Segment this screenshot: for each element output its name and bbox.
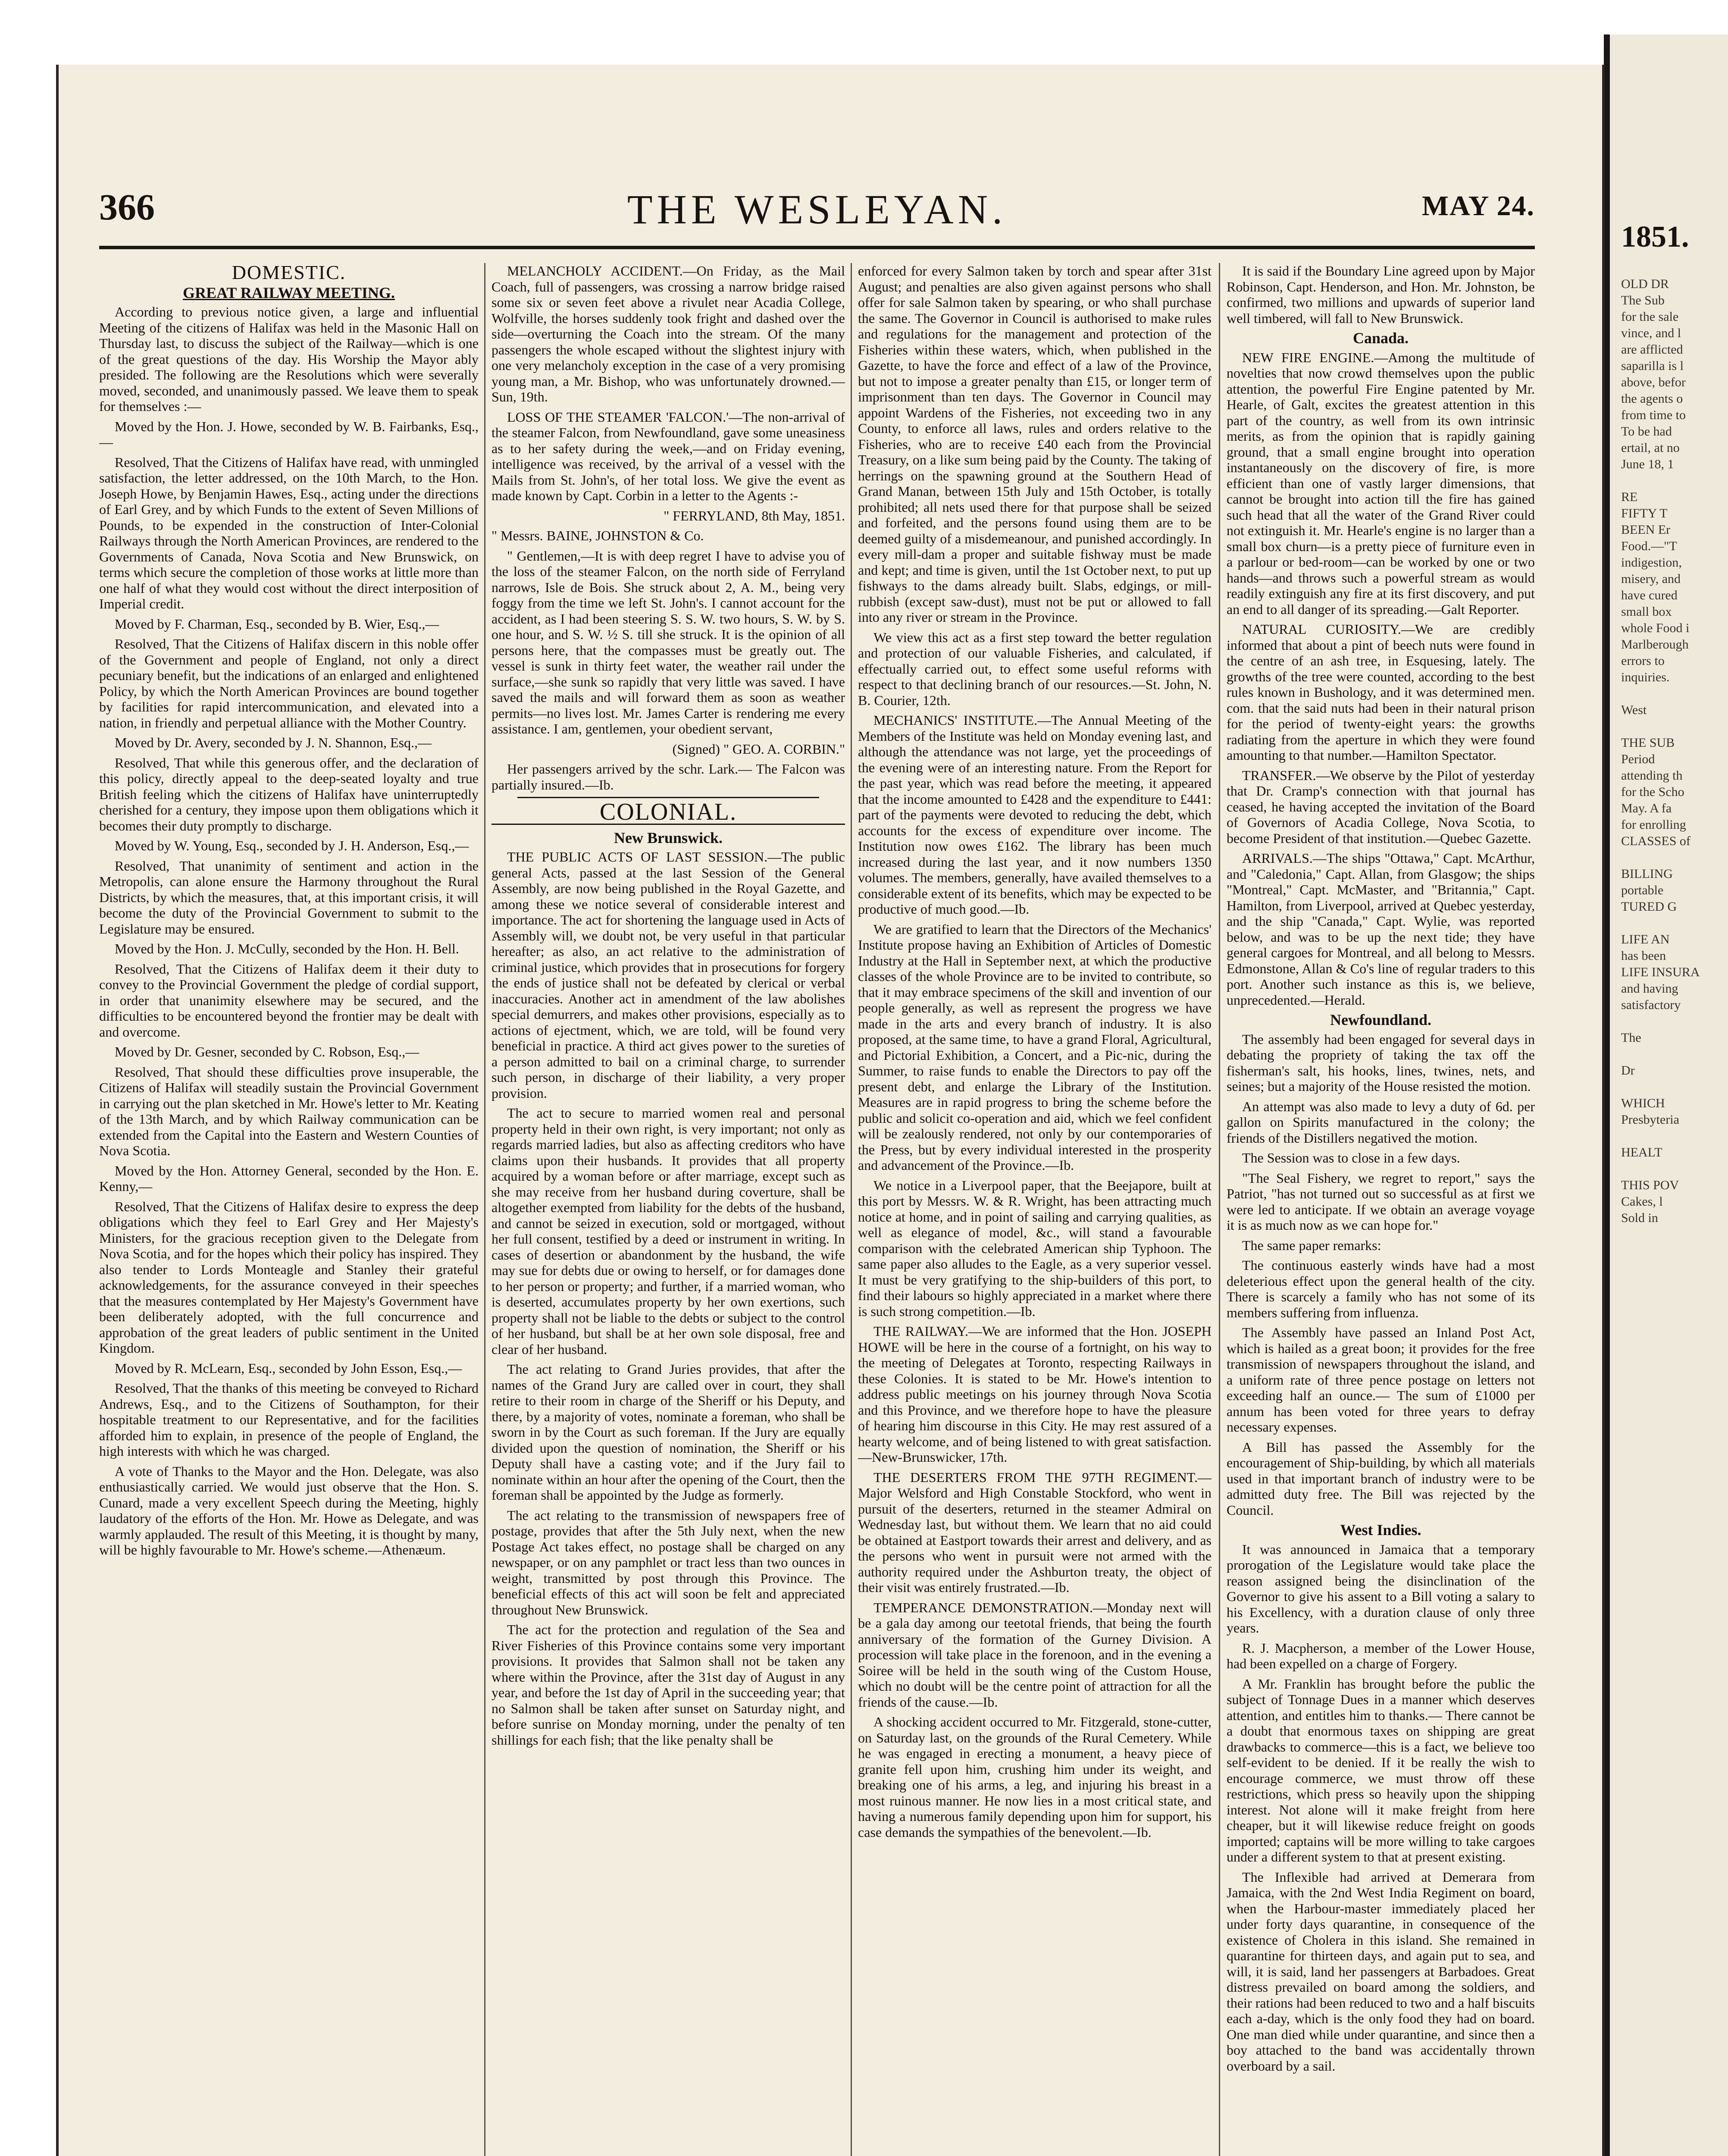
article-paragraph: The act relating to the transmission of newspapers free of postage, provides that after the 5th July next, when the new Postage Act takes effect, no postage shall be charged on any newspaper, or on any pamphlet or tract less than two ounces in weight, transmitted by post through this Province. The beneficial effects of this act will soon be felt and appreciated throughout New Brunswick. [491,1507,845,1617]
issue-date: MAY 24. [1421,190,1535,222]
article-paragraph: R. J. Macpherson, a member of the Lower House, had been expelled on a charge of Forgery. [1227,1640,1535,1671]
article-paragraph: Moved by the Hon. J. McCully, seconded by the Hon. H. Bell. [115,941,459,956]
article-paragraph: An attempt was also made to levy a duty of 6d. per gallon on Spirits manufactured in the colony; the friends of the Distillers negatived the motion. [1227,1098,1535,1146]
article-paragraph: Moved by W. Young, Esq., seconded by J. H. Anderson, Esq.,— [115,838,469,853]
letter-signature: (Signed) " GEO. A. CORBIN." [672,741,845,757]
article-paragraph: Moved by F. Charman, Esq., seconded by B. Wier, Esq.,— [115,616,439,632]
article-paragraph: MECHANICS' INSTITUTE.—The Annual Meeting of the Members of the Institute was held on Monday evening last, and although the attendance was not large, yet the proceedings of the evening were of an interesting nature. From the Report for the past year, which was read before the meeting, it appeared that the income amounted to £428 and the expenditure to £441: part of the payments were devoted to reducing the debt, which accounts for the excess of expenditure over income. The Institution now owes £162. The library has been much increased during the last year, and it now numbers 1350 volumes. The members, generally, have availed themselves to a considerable extent of its benefits, which may be expected to be productive of much good.—Ib. [858,712,1211,917]
masthead: THE WESLEYAN. [627,186,1007,232]
header-rule [99,246,1535,249]
article-paragraph: THE RAILWAY.—We are informed that the Hon. JOSEPH HOWE will be here in the course of a fortnight, on his way to the meeting of Delegates at Toronto, respecting Railways in these Colonies. It is stated to be Mr. Howe's intention to address public meetings on his journey through Nova Scotia and this Province, and we therefore hope to have the pleasure of hearing him discourse in this City. He may rest assured of a hearty welcome, and of being listened to with great satisfaction.—New-Brunswicker, 17th. [858,1323,1211,1465]
subheading-west-indies: West Indies. [1340,1521,1421,1539]
article-paragraph: The act for the protection and regulation of the Sea and River Fisheries of this Province contains some very important provisions. It provides that Salmon shall not be taken any where within the Province, after the 31st day of August in any year, and before the 1st day of April in the succeeding year; that no Salmon shall be taken after sunset on Saturday night, and before sunrise on Monday morning, under the penalty of ten shillings for each fish; that the like penalty shall be [491,1622,845,1748]
article-paragraph: We view this act as a first step toward the better regulation and protection of our valuable Fisheries, and calculated, if effectually carried out, to effect some useful reforms with respect to that declining branch of our resources.—St. John, N. B. Courier, 12th. [858,629,1211,708]
article-paragraph: NEW FIRE ENGINE.—Among the multitude of novelties that now crowd themselves upon the public attention, the powerful Fire Engine patented by Mr. Hearle, of Galt, excites the greatest attention in this part of the country, as well from its own intrinsic merits, as from the opinion that is rapidly gaining ground, that a small engine brought into operation instantaneously on the discovery of fire, is more efficient than one of vastly larger dimensions, that cannot be brought into action till the fire has gained such head that all the water of the Grand River could not extinguish it. Mr. Hearle's engine is no larger than a small box churn—is a pretty piece of furniture even in a parlour or bed-room—can be worked by one or two hands—and throws such a powerful stream as would readily extinguish any fire at its first discovery, and put an end to all danger of its spreading.—Galt Reporter. [1227,349,1535,617]
article-paragraph: Moved by the Hon. J. Howe, seconded by W. B. Fairbanks, Esq.,— [99,418,479,450]
article-paragraph: MELANCHOLY ACCIDENT.—On Friday, as the Mail Coach, full of passengers, was crossing a narrow bridge raised some six or seven feet above a rivulet near Acadia College, Wolfville, the horses suddenly took fright and dashed over the side—overturning the Coach into the stream. Of the many passengers the whole escaped without the slightest injury with one very melancholy exception in the case of a very promising young man, a Mr. Bishop, who was unfortunately drowned.—Sun, 19th. [491,263,845,404]
article-paragraph: A vote of Thanks to the Mayor and the Hon. Delegate, was also enthusiastically carried. We would just observe that the Hon. S. Cunard, made a very excellent Speech during the Meeting, highly laudatory of the efforts of the Hon. Mr. Howe as Delegate, and was warmly applauded. The result of this Meeting, it is thought by many, will be highly favourable to Mr. Howe's scheme.—Athenæum. [99,1463,479,1557]
article-paragraph: We are gratified to learn that the Directors of the Mechanics' Institute propose having an Exhibition of Articles of Domestic Industry at the Hall in September next, at which the productive classes of the whole Province are to be invited to contribute, so that it may embrace specimens of the skill and invention of our people generally, as well as represent the progress we have made in the arts and every branch of industry. It is also proposed, at the same time, to have a grand Floral, Agricultural, and Pictorial Exhibition, a Concert, and a Pic-nic, during the Summer, to raise funds to enable the Directors to pay off the present debt, and enlarge the Library of the Institution. Measures are in rapid progress to bring the scheme before the public and solicit co-operation and aid, which we feel confident will be zealously rendered, not only by our contemporaries of the Press, but by every individual interested in the prosperity and advancement of the Province.—Ib. [858,921,1211,1173]
article-paragraph: It was announced in Jamaica that a temporary prorogation of the Legislature would take place the reason assigned being the disinclination of the Governor to give his assent to a Bill voting a salary to his Excellency, with a duration clause of only three years. [1227,1541,1535,1636]
article-paragraph: Her passengers arrived by the schr. Lark.— The Falcon was partially insured.—Ib. [491,761,845,793]
facing-page-fragments: OLD DR The Sub for the sale vince, and l are afflicted saparilla is l above, befor the agents o from time to To be had ertail, at no June 18, 1 RE FIFTY T BEEN Er Food.—"T indigestion, misery, and have cured small box whole Food i Marlberough errors to inquiries. West THE SUB Period attending th for the Scho May. A fa for enrolling CLASSES of BILLING portable TURED G LIFE AN has been LIFE INSURA and having satisfactory The Dr WHICH Presbyteria HEALT THIS POV Cakes, l Sold in [1621,277,1700,1225]
column-provinces [1227,263,1535,2156]
letter-dateline: " FERRYLAND, 8th May, 1851. [664,508,845,523]
article-paragraph: Resolved, That unanimity of sentiment and action in the Metropolis, can alone ensure the Harmony throughout the Rural Districts, by which the measures, that, at this important crisis, it will become the duty of the Provincial Government to submit to the Legislature may be ensured. [99,858,479,937]
article-paragraph: NATURAL CURIOSITY.—We are credibly informed that about a pint of beech nuts were found in the centre of an ash tree, in Esquesing, lately. The growths of the tree were counted, according to the best rules known in Bushology, and it was determined men. com. that the said nuts had been in their natural prison for the period of twenty-eight years: the growths radiating from the aperture in which they were found amounting to that number.—Hamilton Spectator. [1227,621,1535,763]
section-title-colonial: COLONIAL. [491,804,845,825]
column-colonial-continued [858,263,1211,2156]
column-divider [484,263,485,2156]
column-domestic [99,263,479,2156]
article-paragraph: Moved by R. McLearn, Esq., seconded by John Esson, Esq.,— [115,1360,462,1376]
article-paragraph: enforced for every Salmon taken by torch and spear after 31st August; and penalties are also given against persons who shall offer for sale Salmon taken by spearing, or who shall purchase the same. The Governor in Council is authorised to make rules and regulations for the management and protection of the Fisheries within these waters, which, when published in the Gazette, to have the force and effect of a law of the Province, but not to impose a greater penalty than £15, or longer term of imprisonment than ten days. The Governor in Council may appoint Wardens of the Fisheries, not exceeding two in any County, to enforce all laws, rules and orders relative to the Fisheries, who are to receive £40 each from the Provincial Treasury, on a like sum being paid by the County. The taking of herrings on the spawning ground at the Southern Head of Grand Manan, between 15th July and 15th October, is totally prohibited; all nets used there for that purpose shall be seized and forfeited, and the persons found using them are to be deemed guilty of a misdemeanour, and punished accordingly. In every mill-dam a proper and suitable fishway must be made and kept; and time is given, until the 1st October next, to put up fishways to the dams already built. Slabs, edgings, or mill-rubbish (except saw-dust), must not be put or allowed to fall into any river or stream in the Province. [858,263,1211,625]
article-paragraph: THE DESERTERS FROM THE 97TH REGIMENT.—Major Welsford and High Constable Stockford, who went in pursuit of the deserters, returned in the steamer Admiral on Wednesday last, but without them. We learn that no aid could be obtained at Eastport towards their arrest and delivery, and as the persons who went in pursuit were not armed with the authority required under the Ashburton treaty, the object of their visit was entirely frustrated.—Ib. [858,1469,1211,1595]
article-paragraph: Moved by Dr. Avery, seconded by J. N. Shannon, Esq.,— [115,735,432,750]
column-divider [851,263,852,2156]
article-paragraph: Resolved, That the Citizens of Halifax discern in this noble offer of the Government and people of England, not only a direct pecuniary benefit, but the indications of an enlarged and enlightened Policy, by which the North American Provinces are bound together by facilities for rapid intercommunication, and elevated into a nation, in friendly and perpetual alliance with the Mother Country. [99,636,479,730]
letter-body: " Gentlemen,—It is with deep regret I have to advise you of the loss of the steamer Falcon, on the north side of Ferryland narrows, Isle de Bois. She struck about 2, A. M., being very foggy from the time we left St. John's. I cannot account for the accident, as I had been steering S. S. W. two hours, S. W. by S. one hour, and S. W. ½ S. till she struck. It is the opinion of all persons here, that the compasses must be greatly out. The vessel is sunk in thirty feet water, the weather rail under the surface,—she sunk so rapidly that very little was saved. I have saved the mails and will forward them as soon as weather permits—no lives lost. Mr. James Carter is rendering me every assistance. I am, gentlemen, your obedient servant, [491,548,845,736]
article-paragraph: THE PUBLIC ACTS OF LAST SESSION.—The public general Acts, passed at the last Session of the General Assembly, are now being published in the Royal Gazette, and among these we notice several of considerable interest and importance. The act for shortening the language used in Acts of Assembly will, we doubt not, be very useful in that particular hereafter; as also, an act relative to the administration of criminal justice, which provides that in prosecutions for forgery the ends of justice shall not be defeated by clerical or verbal inaccuracies. Another act in amendment of the law abolishes special demurrers, and makes other provisions, especially as to actions of ejectment, which, we are told, will be found very beneficial in practice. A third act gives power to the sureties of a person admitted to bail on a criminal charge, to surrender such person, in discharge of their liability, a very proper provision. [491,849,845,1101]
article-paragraph: TEMPERANCE DEMONSTRATION.—Monday next will be a gala day among our teetotal friends, that being the fourth anniversary of the formation of the Gurney Division. A procession will take place in the forenoon, and in the evening a Soiree will be held in the south wing of the Custom House, which no doubt will be the centre point of attraction for all the friends of the cause.—Ib. [858,1599,1211,1710]
article-paragraph: The same paper remarks: [1242,1237,1381,1253]
subheading-newfoundland: Newfoundland. [1330,1011,1432,1028]
article-paragraph: The Inflexible had arrived at Demerara from Jamaica, with the 2nd West India Regiment on board, when the Harbour-master immediately placed her under forty days quarantine, in consequence of the existence of Cholera in this island. She remained in quarantine for thirteen days, and again put to sea, and will, it is said, land her passengers at Barbadoes. Great distress prevailed on board among the soldiers, and their rations had been reduced to two and a half biscuits each a-day, which is the only food they had on board. One man died while under quarantine, and since then a boy attached to the band was accidentally thrown overboard by a sail. [1227,1869,1535,2074]
subheading-new-brunswick: New Brunswick. [614,829,723,846]
article-paragraph: Resolved, That the Citizens of Halifax have read, with unmingled satisfaction, the letter addressed, on the 10th March, to the Hon. Joseph Howe, by Benjamin Hawes, Esq., acting under the directions of Earl Grey, and by which Funds to the extent of Seven Millions of Pounds, to be expended in the construction of Inter-Colonial Railways through the North American Provinces, are rendered to the Governments of Canada, Nova Scotia and New Brunswick, on terms which secure the completion of those works at little more than one half of what they would cost without the direct interposition of Imperial credit. [99,454,479,611]
article-paragraph: Resolved, That while this generous offer, and the declaration of this policy, directly appeal to the deep-seated loyalty and true British feeling which the citizens of Halifax have uninterruptedly cherished for a century, they impose upon them obligations which it becomes their duty promptly to discharge. [99,755,479,834]
article-paragraph: The assembly had been engaged for several days in debating the propriety of taking the tax off the fisherman's salt, his hooks, lines, twines, nets, and seines; but a majority of the House resisted the motion. [1227,1031,1535,1094]
column-news [491,263,845,2156]
article-paragraph: It is said if the Boundary Line agreed upon by Major Robinson, Capt. Henderson, and Hon. Mr. Johnston, be confirmed, two millions and upwards of superior land well timbered, will fall to New Brunswick. [1227,263,1535,326]
facing-page [1604,34,1728,2156]
page-spine [1604,34,1610,2156]
article-paragraph: Moved by Dr. Gesner, seconded by C. Robson, Esq.,— [115,1044,419,1059]
article-paragraph: LOSS OF THE STEAMER 'FALCON.'—The non-arrival of the steamer Falcon, from Newfoundland, gave some uneasiness as to her safety during the week,—and on Friday evening, intelligence was received, by the arrival of a vessel with the Mails from St. John's, of her total loss. We give the event as made known by Capt. Corbin in a letter to the Agents :- [491,409,845,503]
article-paragraph: Resolved, That the Citizens of Halifax deem it their duty to convey to the Provincial Government the pledge of cordial support, in order that unanimity elsewhere may be secured, and the difficulties to be encountered beyond the frontier may be dealt with and overcome. [99,961,479,1040]
article-paragraph: ARRIVALS.—The ships "Ottawa," Capt. McArthur, and "Caledonia," Capt. Allan, from Glasgow; the ships "Montreal," Capt. McMaster, and "Britannia," Capt. Hamilton, from Liverpool, arrived at Quebec yesterday, and the ship "Canada," Capt. Wylie, was reported below, and was to be up the next tide; they have general cargoes for Montreal, and all belong to Messrs. Edmonstone, Allan & Co's line of regular traders to this port. Another such instance as this is, we believe, unprecedented.—Herald. [1227,850,1535,1008]
letter-addressee: " Messrs. BAINE, JOHNSTON & Co. [491,528,704,543]
page-header [99,185,1535,241]
article-heading-railway-meeting: GREAT RAILWAY MEETING. [183,284,395,301]
article-paragraph: Resolved, That should these difficulties prove insuperable, the Citizens of Halifax will steadily sustain the Provincial Government in carrying out the plan sketched in Mr. Howe's letter to Mr. Keating of the 13th March, and by which Railway communication can be extended from the Capital into the Eastern and Western Counties of Nova Scotia. [99,1064,479,1158]
subheading-canada: Canada. [1352,329,1409,347]
column-divider [1219,263,1220,2156]
article-paragraph: We notice in a Liverpool paper, that the Beejapore, built at this port by Messrs. W. & R. Wright, has been attracting much notice at home, and in point of sailing and carrying qualities, as well as elegance of model, &c., will stand a favourable comparison with the celebrated American ship Typhoon. The same paper also alludes to the Eagle, as a very superior vessel. It must be very gratifying to the ship-builders of this port, to find their labours so highly appreciated in a market where there is such strong competition.—Ib. [858,1177,1211,1319]
article-paragraph: A Bill has passed the Assembly for the encouragement of Ship-building, by which all materials used in that important branch of industry were to be admitted duty free. The Bill was rejected by the Council. [1227,1439,1535,1518]
section-rule [517,797,819,798]
article-paragraph: The act to secure to married women real and personal property held in their own right, is very important; not only as regards married ladies, but also as affecting creditors who have claims upon their husbands. It provides that all property acquired by a woman before or after marriage, except such as she may receive from her husband during coverture, shall be altogether exempted from liability for the debts of the husband, and cannot be seized in execution, sold or mortgaged, without her full consent, testified by a deed or instrument in writing. In cases of desertion or abandonment by the husband, the wife may sue for debts due or owing to herself, or for damages done to her person or property; and further, if a married woman, who is deserted, accumulates property by her own exertions, such property shall not be liable to the debts or subject to the control of her husband, but shall be at her own sole disposal, free and clear of her husband. [491,1105,845,1357]
page-number: 366 [99,186,155,228]
article-paragraph: Resolved, That the Citizens of Halifax desire to express the deep obligations which they feel to Earl Grey and Her Majesty's Ministers, for the gracious reception given to the Delegate from Nova Scotia, and for the hopes which their policy has inspired. They also tender to Lords Monteagle and Stanley their grateful acknowledgements, for the assurance conveyed in their speeches that the measures contemplated by Her Majesty's Government have been deliberately adopted, with the full concurrence and approbation of the great leaders of public sentiment in the United Kingdom. [99,1198,479,1356]
article-paragraph: "The Seal Fishery, we regret to report," says the Patriot, "has not turned out so successful as at first we were led to anticipate. If we obtain an average voyage it is as much now as we can hope for." [1227,1170,1535,1233]
article-paragraph: The Session was to close in a few days. [1242,1150,1460,1166]
article-paragraph: The continuous easterly winds have had a most deleterious effect upon the general health of the city. There is scarcely a family who has not some of its members suffering from influenza. [1227,1257,1535,1320]
section-title-domestic: DOMESTIC. [232,263,346,283]
article-paragraph: A Mr. Franklin has brought before the public the subject of Tonnage Dues in a manner which deserves attention, and entitles him to thanks.— There cannot be a doubt that enormous taxes on shipping are great drawbacks to commerce—this is a fact, we believe too self-evident to be denied. If it be really the wish to encourage commerce, we must throw off these restrictions, which press so heavily upon the shipping interest. Not alone will it make freight from here cheaper, but it will likewise reduce freight on goods imported; captains will be more willing to take cargoes under a different system to that at present existing. [1227,1676,1535,1865]
article-paragraph: A shocking accident occurred to Mr. Fitzgerald, stone-cutter, on Saturday last, on the grounds of the Rural Cemetery. While he was engaged in erecting a monument, a heavy piece of granite fell upon him, crushing him under its weight, and breaking one of his arms, a leg, and injuring his breast in a most ruinous manner. He now lies in a most critical state, and having a numerous family depending upon him for support, his case demands the sympathies of the benevolent.—Ib. [858,1714,1211,1840]
article-paragraph: According to previous notice given, a large and influential Meeting of the citizens of Halifax was held in the Masonic Hall on Thursday last, to discuss the subject of the Railway—which is one of the great questions of the day. His Worship the Mayor ably presided. The following are the Resolutions which were severally moved, seconded, and unanimously passed. We leave them to speak for themselves :— [99,304,479,414]
article-paragraph: The Assembly have passed an Inland Post Act, which is hailed as a great boon; it provides for the free transmission of newspapers throughout the island, and a uniform rate of three pence postage on letters not exceeding half an ounce.— The sum of £1000 per annum has been voted for three years to defray necessary expenses. [1227,1325,1535,1435]
article-paragraph: The act relating to Grand Juries provides, that after the names of the Grand Jury are called over in court, they shall retire to their room in charge of the Sheriff or his Deputy, and there, by a majority of votes, nominate a foreman, who shall be sworn in by the Court as such foreman. If the Jury are equally divided upon the question of nomination, the Sheriff or his Deputy shall have a casting vote; and if the Jury fail to nominate within an hour after the opening of the Court, then the foreman shall be appointed by the Judge as formerly. [491,1361,845,1503]
article-paragraph: Moved by the Hon. Attorney General, seconded by the Hon. E. Kenny,— [99,1163,479,1194]
article-paragraph: Resolved, That the thanks of this meeting be conveyed to Richard Andrews, Esq., and to the Citizens of Southampton, for their hospitable treatment to our Representative, and for the facilities afforded him to explain, in presence of the people of England, the high interests with which he was charged. [99,1380,479,1459]
facing-page-year: 1851. [1621,220,1689,254]
article-paragraph: TRANSFER.—We observe by the Pilot of yesterday that Dr. Cramp's connection with that journal has ceased, he having accepted the invitation of the Board of Governors of Acadia College, Nova Scotia, to become President of that institution.—Quebec Gazette. [1227,767,1535,846]
